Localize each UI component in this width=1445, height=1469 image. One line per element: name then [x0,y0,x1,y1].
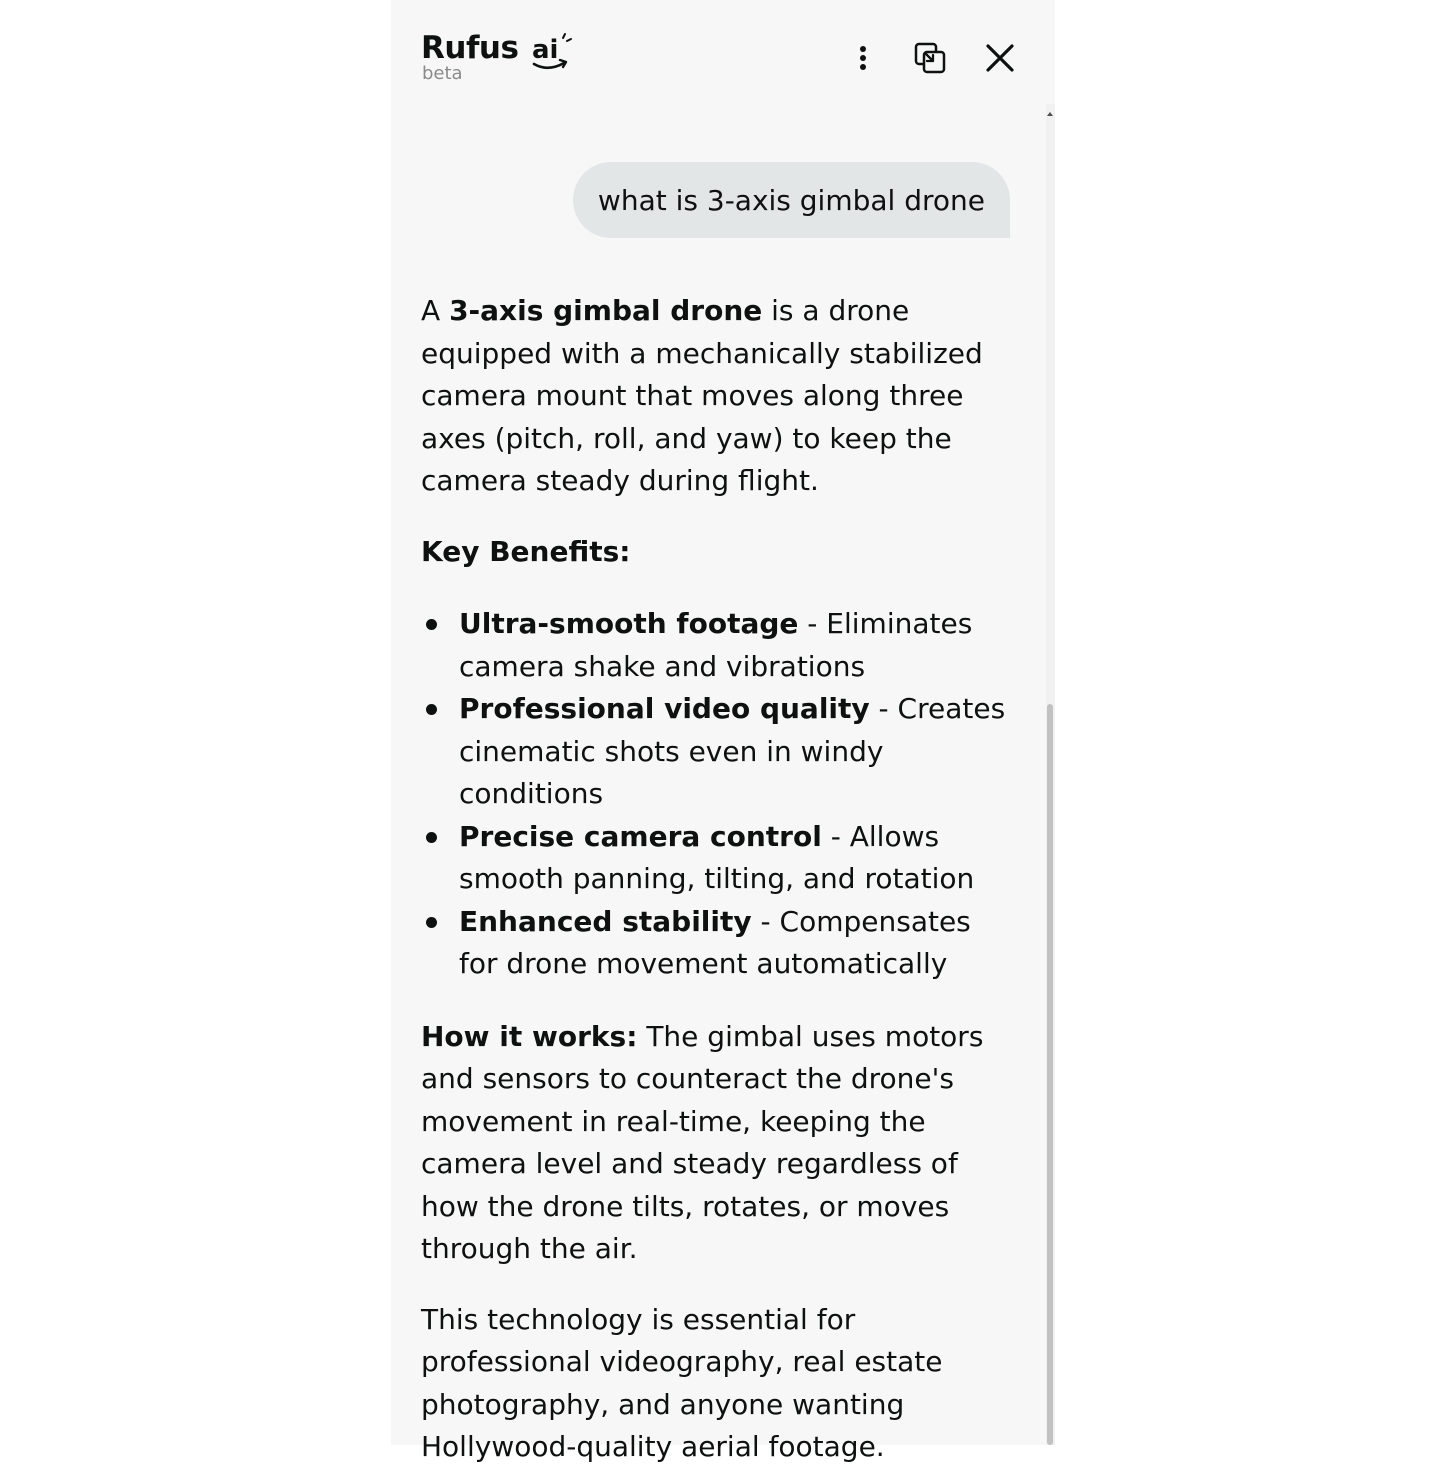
chat-messages[interactable] [391,104,1055,1463]
benefits-heading: Key Benefits: [421,534,631,568]
bullet-icon [426,917,437,928]
list-item: Ultra-smooth footage - Eliminates camera shake and vibrations [421,603,1015,688]
scroll-up-icon[interactable] [1047,112,1053,116]
user-message-bubble: what is 3-axis gimbal drone [573,162,1010,238]
close-icon [985,43,1015,73]
scrollbar-thumb[interactable] [1047,704,1053,1445]
app-name: Rufus [421,30,519,66]
answer-intro: A 3-axis gimbal drone is a drone equipped with a mechanically stabilized camera mount that moves along three axes (pitch, roll, and yaw) to keep the camera steady during flight. [421,294,983,497]
bullet-icon [426,832,437,843]
rufus-chat-panel [391,0,1055,1463]
rufus-logo [421,30,572,84]
more-vertical-icon [853,43,873,73]
list-item: Precise camera control - Allows smooth panning, tilting, and rotation [421,816,1015,901]
dock-window-icon [913,41,947,75]
assistant-answer [421,290,1015,1469]
list-item: Enhanced stability - Compensates for drone movement automatically [421,901,1015,986]
how-it-works: How it works: The gimbal uses motors and sensors to counteract the drone's movement in real-time, keeping the camera level and steady regardless of how the drone tilts, rotates, or moves through the air. [421,1019,984,1265]
bullet-icon [426,704,437,715]
more-options-button[interactable] [841,36,885,80]
chat-scrollbar[interactable] [1046,104,1055,1445]
intro-bold-term: 3-axis gimbal drone [449,294,763,327]
ai-mark-text: ai [531,35,559,65]
answer-closing: This technology is essential for professional videography, real estate photography, and anyone wanting Hollywood-quality aerial footage. [421,1302,943,1463]
chat-header [391,0,1055,104]
bullet-icon [426,619,437,630]
ai-logo-icon [530,32,572,76]
dock-window-button[interactable] [908,36,952,80]
list-item: Professional video quality - Creates cinematic shots even in windy conditions [421,688,1015,816]
how-it-works-label: How it works: [421,1019,638,1053]
close-button[interactable] [978,36,1022,80]
beta-label: beta [422,63,463,84]
benefits-list [421,603,1015,986]
